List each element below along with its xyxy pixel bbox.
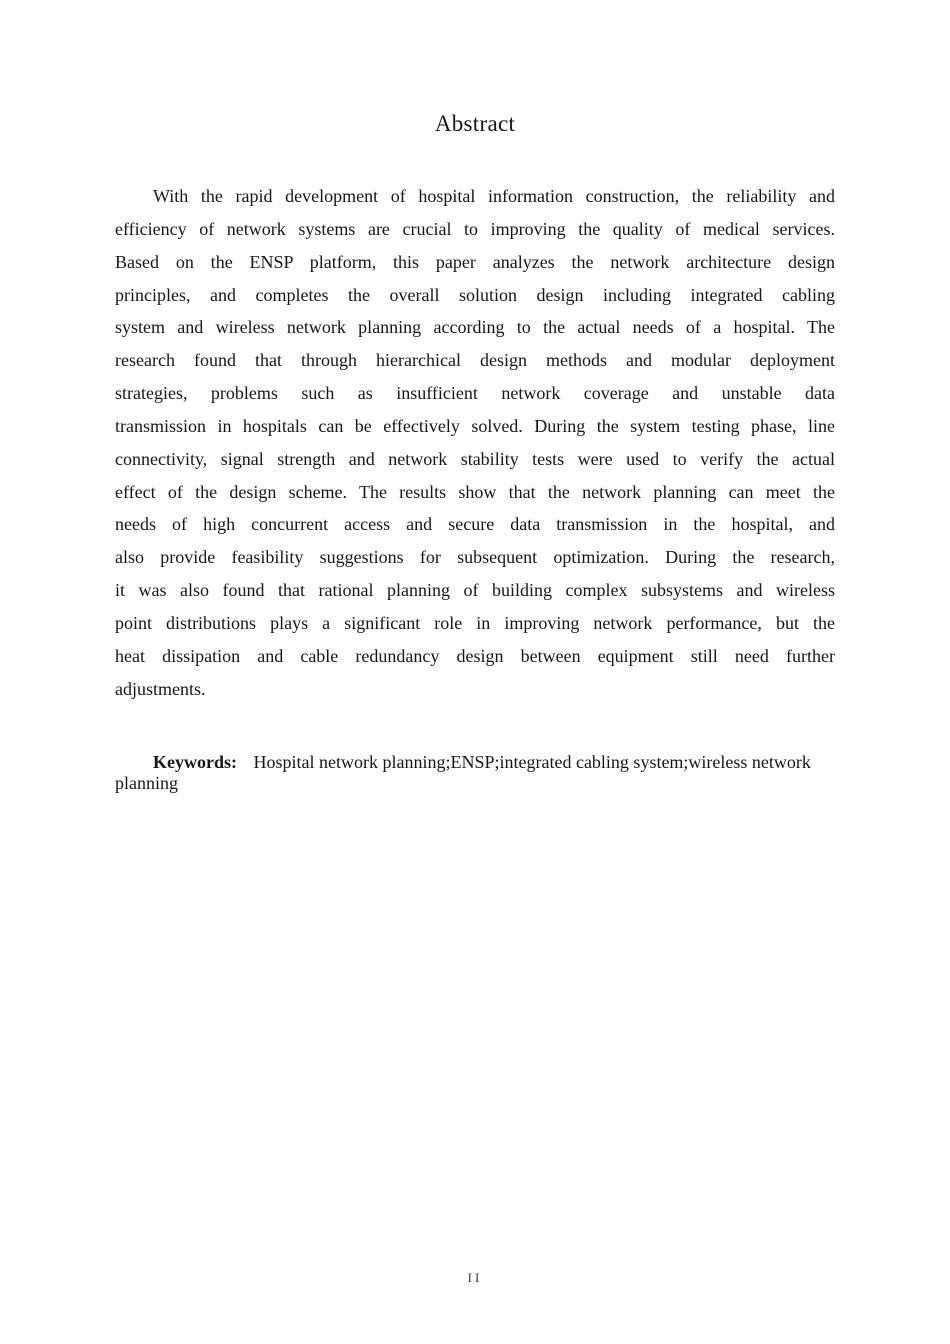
abstract-line: strategies, problems such as insufficient network coverage and unstable data [115,383,835,404]
keywords-paragraph [115,752,835,795]
abstract-paragraph [115,180,835,706]
abstract-line: principles, and completes the overall solution design including integrated cabling [115,284,835,305]
abstract-line: system and wireless network planning according to the actual needs of a hospital. The [115,317,835,338]
abstract-line: heat dissipation and cable redundancy design between equipment still need further [115,645,835,666]
abstract-line: needs of high concurrent access and secure data transmission in the hospital, and [115,514,835,535]
abstract-line: Based on the ENSP platform, this paper analyzes the network architecture design [115,251,835,272]
page-title: Abstract [434,111,516,136]
abstract-line: transmission in hospitals can be effectively solved. During the system testing phase, line [115,415,835,436]
abstract-line: point distributions plays a significant role in improving network performance, but the [115,612,835,633]
keywords-label: Keywords: [153,751,237,772]
keywords-text: Hospital network planning;ENSP;integrated cabling system;wireless network planning [115,751,811,793]
abstract-line: efficiency of network systems are crucial to improving the quality of medical services. [115,218,835,239]
abstract-line: connectivity, signal strength and network stability tests were used to verify the actual [115,448,835,469]
page-number: II [467,1270,483,1285]
abstract-line: With the rapid development of hospital information construction, the reliability and [153,186,835,206]
abstract-line: adjustments. [115,678,206,699]
abstract-line: research found that through hierarchical design methods and modular deployment [115,350,835,371]
abstract-line: effect of the design scheme. The results show that the network planning can meet the [115,481,835,502]
abstract-line: it was also found that rational planning of building complex subsystems and wireless [115,580,835,601]
abstract-line: also provide feasibility suggestions for subsequent optimization. During the research, [115,547,835,568]
